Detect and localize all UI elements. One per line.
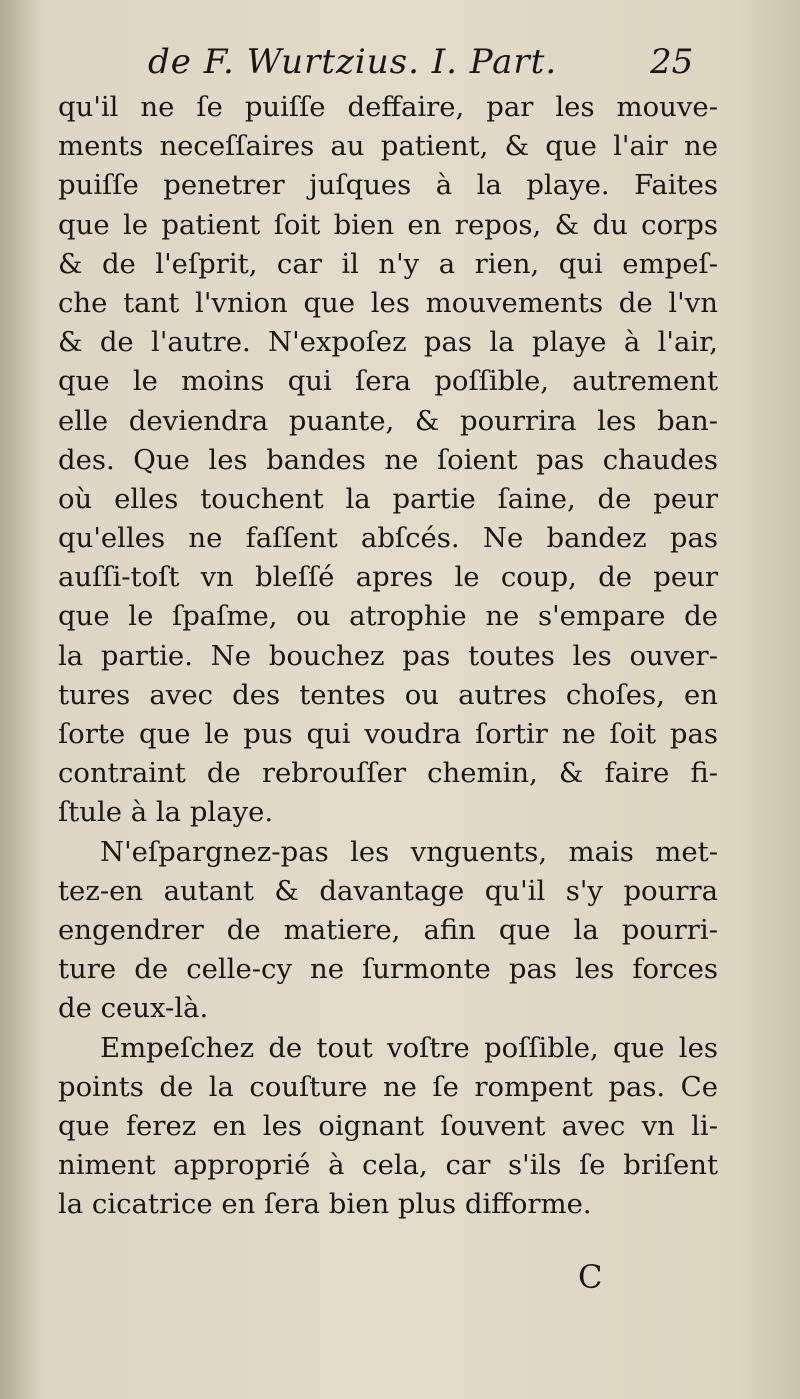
text-line: que le ſpaſme, ou atrophie ne s'empare de <box>58 600 718 633</box>
text-line: niment approprié à cela, car s'ils ſe briſent <box>58 1149 718 1182</box>
text-line: de ceux-là. <box>58 992 209 1025</box>
text-line: des. Que les bandes ne ſoient pas chaudes <box>58 443 718 476</box>
text-line: che tant l'vnion que les mouvements de l'vn <box>58 286 718 319</box>
text-line: auſſi-toſt vn bleſſé apres le coup, de peur <box>58 561 718 594</box>
text-line: & de l'eſprit, car il n'y a rien, qui empeſ- <box>58 247 718 280</box>
text-line: puiſſe penetrer juſques à la playe. Faites <box>58 169 718 202</box>
text-line: ture de celle-cy ne ſurmonte pas les forces <box>58 953 718 986</box>
paragraph <box>58 833 718 1029</box>
page-fold-shadow <box>0 0 40 1399</box>
running-header <box>0 42 800 92</box>
body-text <box>58 88 718 1224</box>
text-line: qu'elles ne faſſent abſcés. Ne bandez pas <box>58 522 718 555</box>
text-line: que le moins qui ſera poſſible, autrement <box>58 365 718 398</box>
text-line: ſorte que le pus qui voudra ſortir ne ſoit pas <box>58 718 718 750</box>
text-line: ments neceſſaires au patient, & que l'air ne <box>58 130 718 163</box>
text-line: contraint de rebrouſſer chemin, & faire fi- <box>58 757 718 790</box>
text-line: N'eſpargnez-pas les vnguents, mais met- <box>100 835 718 868</box>
text-line: tez-en autant & davantage qu'il s'y pourra <box>58 874 718 907</box>
text-line: tures avec des tentes ou autres choſes, en <box>58 678 718 711</box>
text-line: la partie. Ne bouchez pas toutes les ouver- <box>58 639 718 672</box>
catchword: C <box>578 1258 603 1296</box>
text-line: elle deviendra puante, & pourrira les ban- <box>58 404 718 437</box>
text-line: points de la couſture ne ſe rompent pas. Ce <box>58 1070 718 1103</box>
page-number: 25 <box>650 42 694 82</box>
paragraph <box>58 88 718 833</box>
paragraph <box>58 1029 718 1225</box>
text-line: qu'il ne ſe puiſſe deffaire, par les mouve- <box>58 91 718 123</box>
text-line: engendrer de matiere, afin que la pourri- <box>58 913 718 946</box>
text-line: la cicatrice en ſera bien plus difforme. <box>58 1188 592 1221</box>
text-line: que ferez en les oignant ſouvent avec vn li- <box>58 1109 718 1142</box>
text-line: Empeſchez de tout voſtre poſſible, que les <box>100 1031 718 1064</box>
text-line: & de l'autre. N'expoſez pas la playe à l'air, <box>58 326 718 359</box>
text-line: ſtule à la playe. <box>58 796 274 829</box>
text-line: que le patient ſoit bien en repos, & du corps <box>58 208 718 241</box>
running-title: de F. Wurtzius. I. Part. <box>148 42 558 82</box>
text-line: où elles touchent la partie ſaine, de peur <box>58 482 718 515</box>
